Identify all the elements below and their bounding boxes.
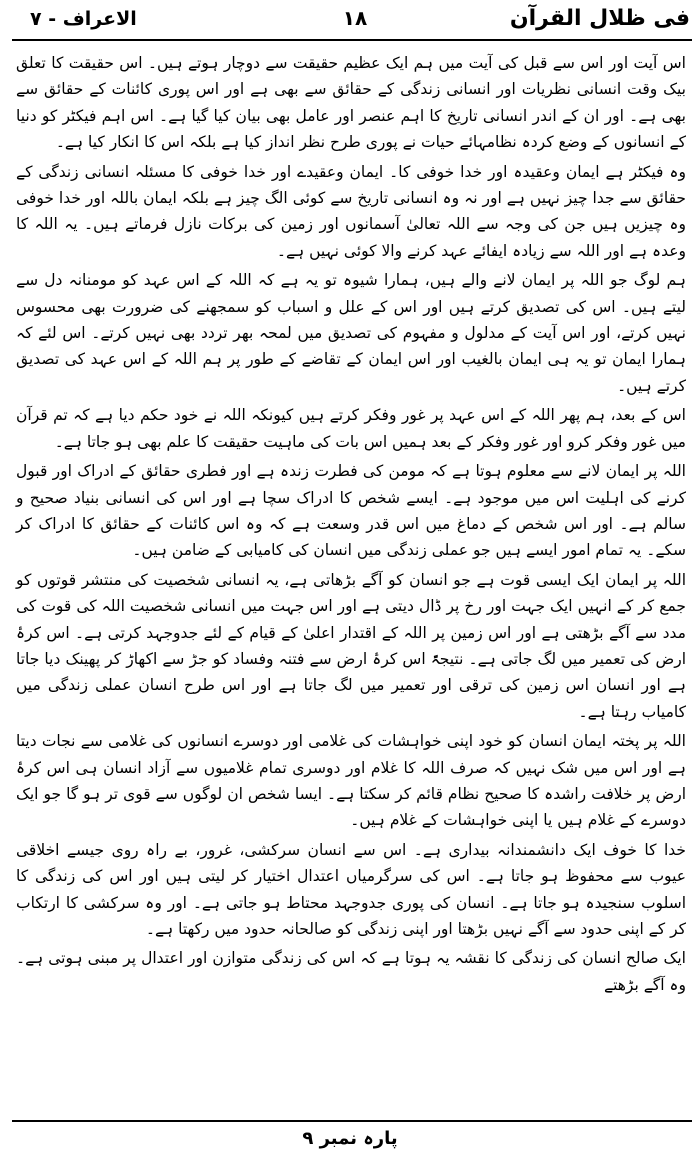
paragraph: اللہ پر ایمان لانے سے معلوم ہوتا ہے کہ مومن کی فطرت زندہ ہے اور فطری حقائق کے ادراک اور قبول کرنے کی اہلیت اس میں موجود ہے۔ ایسے شخص کا ادراک سچا ہے اور اس کی انسانی بنیاد صحیح و سالم ہے۔ اور اس شخص کے دماغ میں اس قدر وسعت ہے کہ وہ اس کائنات کے حقائق کا ادراک کر سکے۔ یہ تمام امور ایسے ہیں جو عملی زندگی میں انسان کی کامیابی کے ضامن ہیں۔ (16, 462, 686, 560)
header-divider (12, 39, 692, 41)
page-number: ۱۸ (342, 6, 368, 30)
paragraph: وہ فیکٹر ہے ایمان وعقیدہ اور خدا خوفی کا۔ ایمان وعقیدے اور خدا خوفی کا مسئلہ انسانی زندگی کے حقائق سے جدا چیز نہیں ہے اور نہ وہ انسانی تاریخ سے کوئی الگ چیز ہے بلکہ ایمان باللہ اور خدا خوفی وہ چیزیں ہیں جن کی وجہ سے اللہ تعالیٰ آسمانوں اور زمین کی برکات نازل فرماتے ہیں۔ یہ اللہ کا وعدہ ہے اور اللہ سے زیادہ ایفائے عہد کرنے والا کوئی نہیں ہے۔ (16, 162, 686, 260)
page-header (0, 0, 700, 40)
paragraph: اس آیت اور اس سے قبل کی آیت میں ہم ایک عظیم حقیقت سے دوچار ہوتے ہیں۔ اس حقیقت کا تعلق بیک وقت انسانی نظریات اور انسانی زندگی کے حقائق سے بھی ہے اور اس پوری کائنات کے حقائق سے بھی ہے۔ اور ان کے اندر انسانی تاریخ کا اہم عنصر اور عامل بھی بیان کیا گیا ہے۔ اس اہم فیکٹر کو دنیا کے انسانوں کے وضع کردہ نظامہائے حیات نے پوری طرح نظر انداز کیا ہے بلکہ اس کا انکار کیا ہے۔ (16, 54, 686, 152)
paragraph: خدا کا خوف ایک دانشمندانہ بیداری ہے۔ اس سے انسان سرکشی، غرور، بے راہ روی جیسے اخلاقی عیوب سے محفوظ ہو جاتا ہے۔ اس کی سرگرمیاں اعتدال اختیار کر لیتی ہیں اور اس کی زندگی کا اسلوب سنجیدہ ہو جاتا ہے۔ انسان کی پوری جدوجہد محتاط ہو جاتی ہے۔ اور وہ سرکشی کا ارتکاب کر کے اپنی حدود سے آگے نہیں بڑھتا اور اپنی زندگی کو صالحانہ حدود میں رکھتا ہے۔ (16, 840, 686, 938)
paragraph: اللہ پر پختہ ایمان انسان کو خود اپنی خواہشات کی غلامی اور دوسرے انسانوں کی غلامی سے نجات دیتا ہے اور اس میں شک نہیں کہ صرف اللہ کا غلام اور دوسری تمام غلامیوں سے آزاد انسان ہی اس کرۂ ارض پر خلافت راشدہ کا صحیح نظام قائم کر سکتا ہے۔ ایسا شخص ان لوگوں سے قوی تر ہو گا جو ایک دوسرے کے غلام ہیں یا اپنی خواہشات کے غلام ہیں۔ (16, 732, 686, 830)
paragraph: اس کے بعد، ہم پھر اللہ کے اس عہد پر غور وفکر کرتے ہیں کیونکہ اللہ نے خود حکم دیا ہے کہ تم قرآن میں غور وفکر کرو اور غور وفکر کے بعد ہمیں اس بات کی ماہیت حقیقت کا علم بھی ہو جاتا ہے۔ (16, 406, 686, 451)
surah-label: الاعراف - ۷ (30, 8, 137, 30)
book-title: فی ظلال القرآن (509, 6, 690, 31)
paragraph: ایک صالح انسان کی زندگی کا نقشہ یہ ہوتا ہے کہ اس کی زندگی متوازن اور اعتدال پر مبنی ہوتی ہے۔ وہ آگے بڑھتے (16, 949, 686, 994)
body-text (16, 50, 686, 1001)
paragraph: ہم لوگ جو اللہ پر ایمان لانے والے ہیں، ہمارا شیوہ تو یہ ہے کہ اللہ کے اس عہد کو مومنانہ دل سے لیتے ہیں۔ اس کی تصدیق کرتے ہیں اور اس کے علل و اسباب کو سمجھنے کی ضرورت بھی محسوس نہیں کرتے، اور اس آیت کے مدلول و مفہوم کی تصدیق میں لمحہ بھر تردد بھی نہیں کرتے۔ اس لئے کہ ہمارا ایمان تو یہ ہی ایمان بالغیب اور اس ایمان کے تقاضے کے طور پر ہم اللہ کے اس عہد کی تصدیق کرتے ہیں۔ (16, 271, 686, 395)
para-label: پارہ نمبر ۹ (302, 1128, 398, 1149)
paragraph: اللہ پر ایمان ایک ایسی قوت ہے جو انسان کو آگے بڑھاتی ہے، یہ انسانی شخصیت کی منتشر قوتوں کو جمع کر کے انہیں ایک جہت اور رخ پر ڈال دیتی ہے اور اس جہت میں انسانی شخصیت اللہ کی قوت کی مدد سے آگے بڑھتی ہے اور اس زمین پر اللہ کے اقتدار اعلیٰ کے قیام کے لئے جدوجہد کرتی ہے۔ اس کرۂ ارض کی تعمیر میں لگ جاتی ہے۔ نتیجۃً اس کرۂ ارض سے فتنہ وفساد کو جڑ سے اکھاڑ کر پھینک دیا جاتا ہے اور انسان اس زمین کی ترقی اور تعمیر میں لگ جاتا ہے اور اس طرح انسان عملی زندگی میں کامیاب رہتا ہے۔ (16, 570, 686, 721)
footer-divider (12, 1120, 692, 1122)
